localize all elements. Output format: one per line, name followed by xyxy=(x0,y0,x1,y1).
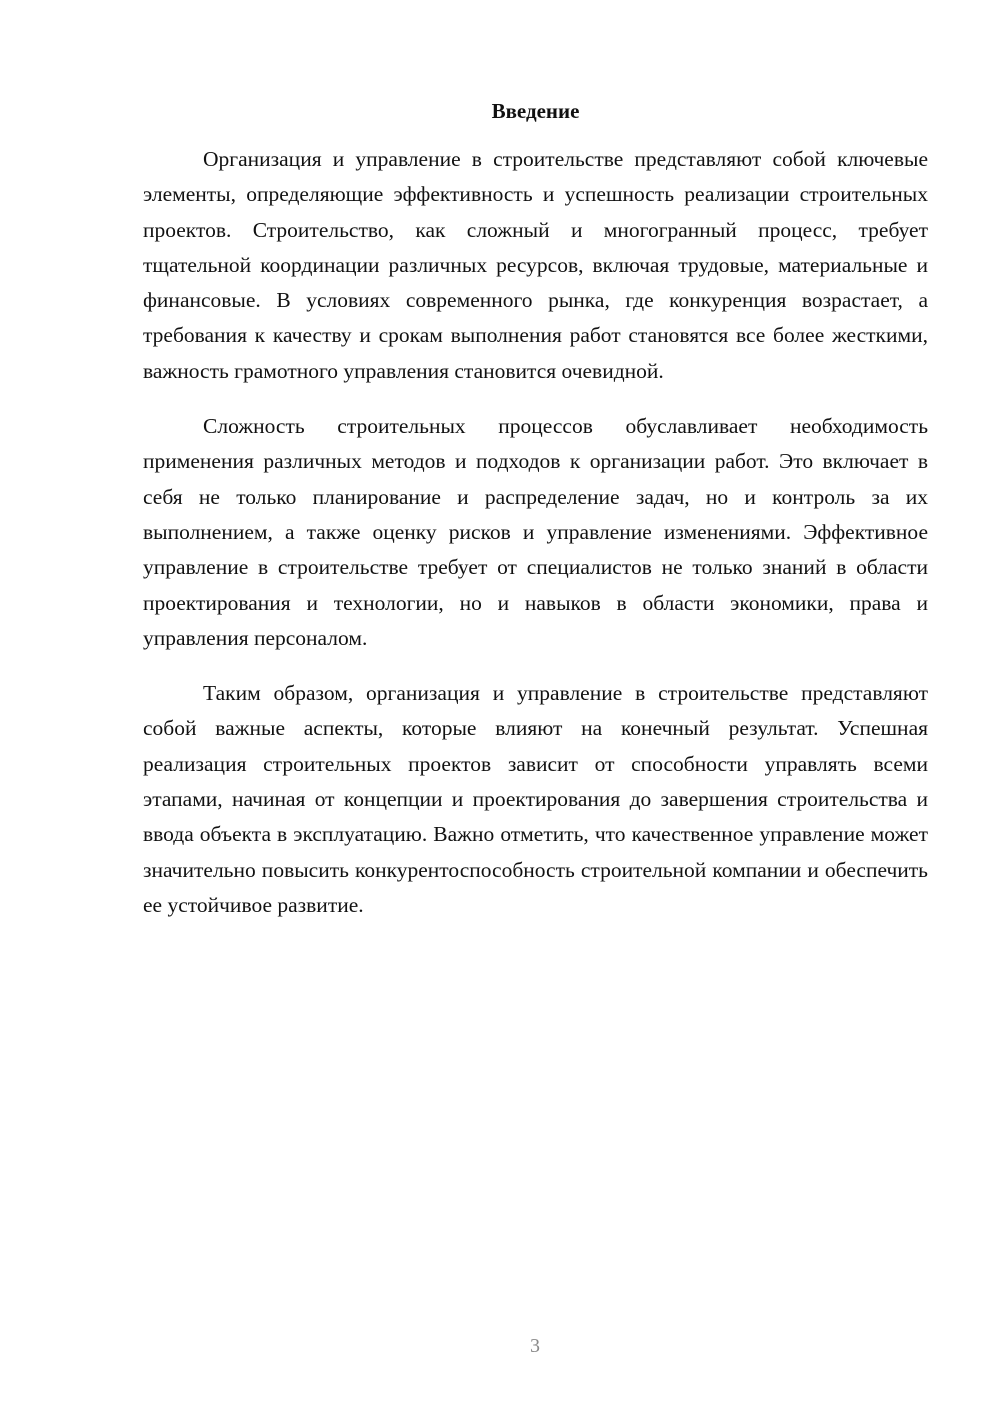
paragraph-2: Сложность строительных процессов обуславливает необходимость применения различных методов и подходов к организации работ. Это включает в себя не только планирование и распределение задач, но и контроль за их выполнением, а также оценку рисков и управление изменениями. Эффективное управление в строительстве требует от специалистов не только знаний в области проектирования и технологии, но и навыков в области экономики, права и управления персоналом. xyxy=(143,414,928,650)
page-number: 3 xyxy=(530,1335,540,1357)
page-content xyxy=(143,96,928,943)
paragraph-3: Таким образом, организация и управление в строительстве представляют собой важные аспекты, которые влияют на конечный результат. Успешная реализация строительных проектов зависит от способности управлять всеми этапами, начиная от концепции и проектирования до завершения строительства и ввода объекта в эксплуатацию. Важно отметить, что качественное управление может значительно повысить конкурентоспособность строительной компании и обеспечить ее устойчивое развитие. xyxy=(143,681,928,917)
paragraph-1: Организация и управление в строительстве представляют собой ключевые элементы, определяющие эффективность и успешность реализации строительных проектов. Строительство, как сложный и многогранный процесс, требует тщательной координации различных ресурсов, включая трудовые, материальные и финансовые. В условиях современного рынка, где конкуренция возрастает, а требования к качеству и срокам выполнения работ становятся все более жесткими, важность грамотного управления становится очевидной. xyxy=(143,147,928,383)
section-title: Введение xyxy=(491,99,580,123)
